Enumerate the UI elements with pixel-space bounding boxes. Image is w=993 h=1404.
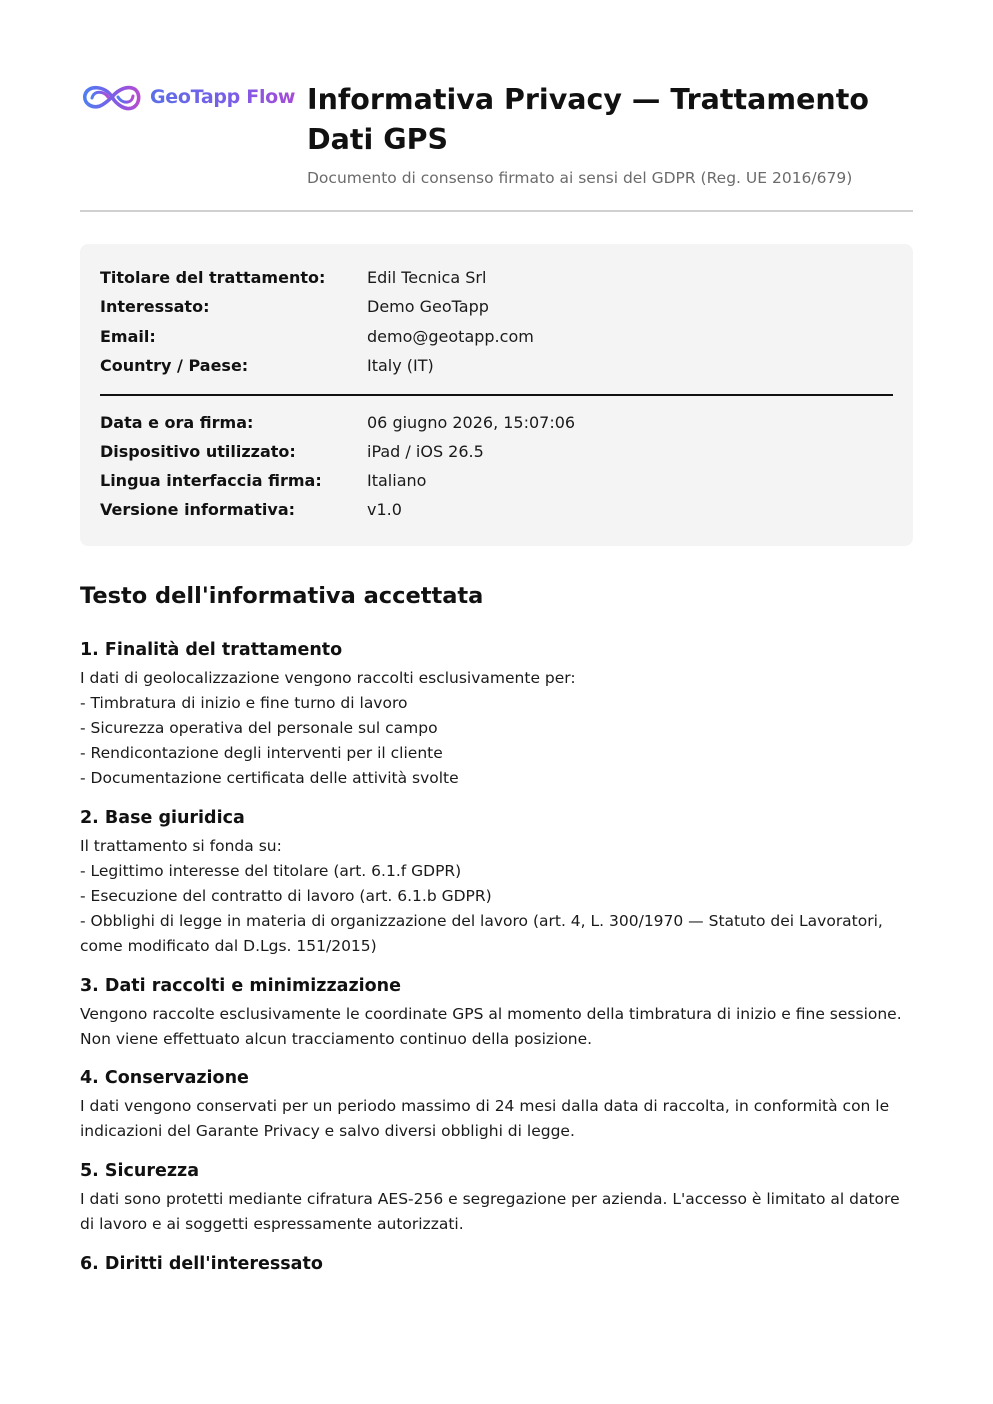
info-label: Interessato: — [100, 297, 210, 316]
info-value: Italiano — [367, 471, 427, 490]
clause-body: I dati di geolocalizzazione vengono raccolti esclusivamente per: - Timbratura di inizio e fine turno di lavoro - Sicurezza operativa del personale sul campo - Rendicontazione degli interventi per il cliente - Documentazione certificata delle attività svolte — [80, 669, 576, 787]
page-subtitle: Documento di consenso firmato ai sensi del GDPR (Reg. UE 2016/679) — [307, 169, 853, 187]
clause-body: Il trattamento si fonda su: - Legittimo interesse del titolare (art. 6.1.f GDPR) - Esecuzione del contratto di lavoro (art. 6.1.b GDPR) - Obblighi di legge in materia di organizzazione del lavoro (art. 4, L. 300/1970 — Statuto dei Lavoratori, come modificato dal D.Lgs. 151/2015) — [80, 837, 883, 955]
info-value: v1.0 — [367, 500, 402, 519]
info-label: Country / Paese: — [100, 356, 249, 375]
info-value: Italy (IT) — [367, 356, 434, 375]
info-label: Data e ora firma: — [100, 413, 254, 432]
clause-sicurezza — [80, 1158, 913, 1237]
info-label: Versione informativa: — [100, 500, 296, 519]
section-title: Testo dell'informativa accettata — [80, 583, 484, 609]
clause-diritti — [80, 1251, 913, 1277]
clause-heading: 2. Base giuridica — [80, 808, 245, 828]
info-value: Edil Tecnica Srl — [367, 268, 487, 287]
clause-body: Vengono raccolte esclusivamente le coordinate GPS al momento della timbratura di inizio e fine sessione. Non viene effettuato alcun tracciamento continuo della posizione. — [80, 1005, 902, 1048]
infinity-logo-icon — [80, 80, 144, 114]
info-value: 06 giugno 2026, 15:07:06 — [367, 413, 576, 432]
clause-body: I dati sono protetti mediante cifratura AES-256 e segregazione per azienda. L'accesso è limitato al datore di lavoro e ai soggetti espressamente autorizzati. — [80, 1190, 900, 1233]
info-label: Lingua interfaccia firma: — [100, 471, 322, 490]
clause-heading: 1. Finalità del trattamento — [80, 640, 343, 660]
page-title: Informativa Privacy — Trattamento Dati GPS — [307, 83, 869, 156]
logo-wordmark: GeoTapp Flow — [150, 86, 296, 108]
info-value: demo@geotapp.com — [367, 327, 534, 346]
clause-dati-raccolti — [80, 973, 913, 1052]
geotapp-logo — [80, 80, 295, 114]
info-value: iPad / iOS 26.5 — [367, 442, 484, 461]
clause-heading: 4. Conservazione — [80, 1068, 249, 1088]
consent-info-box — [80, 244, 913, 546]
info-label: Email: — [100, 327, 156, 346]
clause-base-giuridica — [80, 805, 913, 959]
header-divider — [80, 210, 913, 212]
info-label: Titolare del trattamento: — [100, 268, 326, 287]
info-divider — [100, 394, 893, 396]
clause-heading: 3. Dati raccolti e minimizzazione — [80, 976, 401, 996]
clause-body: I dati vengono conservati per un periodo massimo di 24 mesi dalla data di raccolta, in conformità con le indicazioni del Garante Privacy e salvo diversi obblighi di legge. — [80, 1097, 890, 1140]
info-label: Dispositivo utilizzato: — [100, 442, 296, 461]
clause-heading: 5. Sicurezza — [80, 1161, 200, 1181]
clause-heading: 6. Diritti dell'interessato — [80, 1254, 323, 1274]
clause-conservazione — [80, 1065, 913, 1144]
info-value: Demo GeoTapp — [367, 297, 489, 316]
clause-finalita — [80, 637, 913, 791]
